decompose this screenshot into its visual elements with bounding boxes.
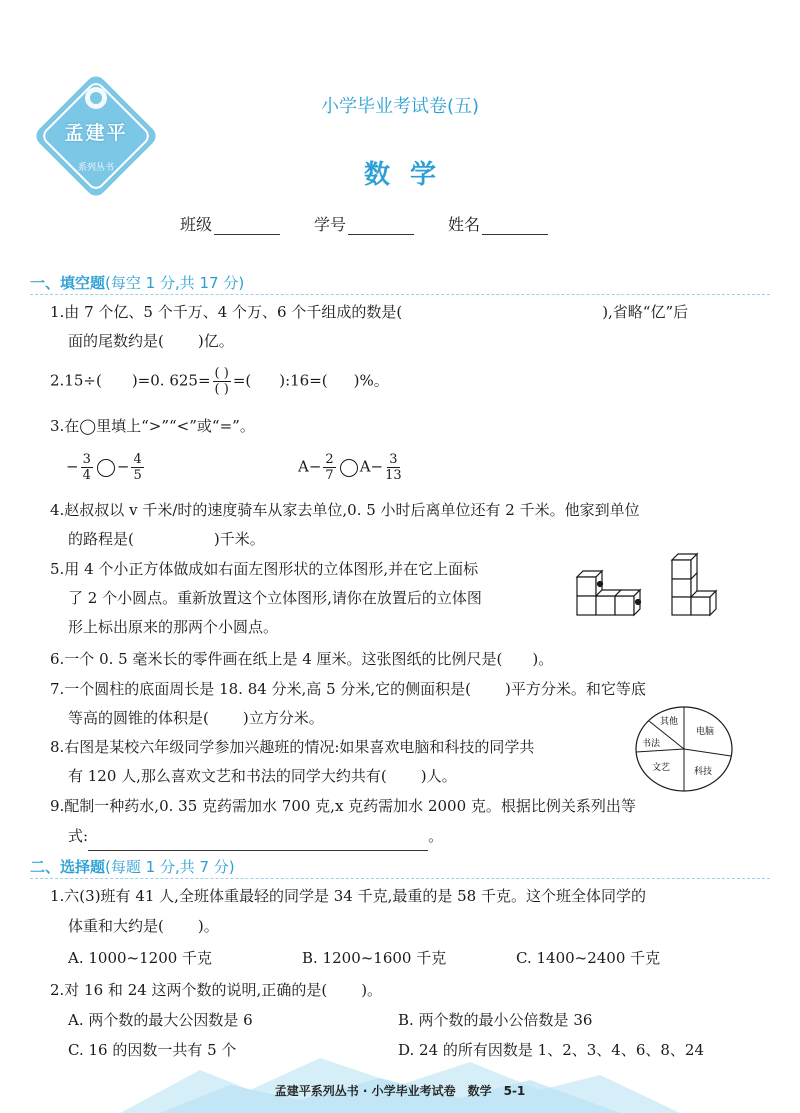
class-blank[interactable] <box>214 219 280 235</box>
pie-label-computer: 电脑 <box>696 727 715 737</box>
option-2-1-a[interactable]: A. 1000~1200 千克 <box>68 949 213 967</box>
pie-label-calligraphy: 书法 <box>642 739 661 749</box>
question-1-5: 5.用 4 个小正方体做成如右面左图形状的立体图形,并在它上面标 <box>50 560 479 578</box>
question-1-7: 7.一个圆柱的底面周长是 18. 84 分米,高 5 分米,它的侧面积是( )平方分米。和它等底 <box>50 680 646 698</box>
question-1-5-line3: 形上标出原来的那两个小圆点。 <box>68 618 279 636</box>
pie-label-tech: 科技 <box>694 767 713 777</box>
logo-subtitle: 系列丛书 <box>77 163 114 173</box>
question-1-4-cont: 的路程是( )千米。 <box>68 530 265 548</box>
id-field[interactable]: 学号 <box>314 212 414 235</box>
question-1-7-cont: 等高的圆锥的体积是( )立方分米。 <box>68 709 324 727</box>
option-2-2-a[interactable]: A. 两个数的最大公因数是 6 <box>68 1011 253 1029</box>
question-1-3: 3.在◯里填上“>”“<”或“=”。 <box>50 417 255 435</box>
option-2-1-b[interactable]: B. 1200~1600 千克 <box>302 949 447 967</box>
question-1-8-cont: 有 120 人,那么喜欢文艺和书法的同学大约共有( )人。 <box>68 767 457 785</box>
q9-answer-blank[interactable] <box>88 833 428 851</box>
cube-figure-left-icon <box>577 571 641 615</box>
logo-name: 孟建平 <box>64 122 128 144</box>
interest-pie-chart <box>632 704 736 794</box>
id-blank[interactable] <box>348 219 414 235</box>
question-1-9: 9.配制一种药水,0. 35 克药需加水 700 克,x 克药需加水 2000 克。根据比例关系列出等 <box>50 797 636 815</box>
page-footer: 孟建平系列丛书 · 小学毕业考试卷 数学 5-1 <box>274 1084 526 1098</box>
section2-divider <box>30 878 770 879</box>
exam-title: 小学毕业考试卷(五) <box>320 96 480 117</box>
question-2-1-cont: 体重和大约是( )。 <box>68 917 219 935</box>
question-1-2: 2.15÷( )=0. 625= $\frac{( )}{( )}$ =( ):16=( )%。 <box>50 366 389 397</box>
question-1-3-right: A− $\frac{2}{7}$ A− $\frac{3}{13}$ <box>298 452 402 483</box>
name-blank[interactable] <box>482 219 548 235</box>
option-2-2-d[interactable]: D. 24 的所有因数是 1、2、3、4、6、8、24 <box>398 1041 704 1059</box>
section1-divider <box>30 294 770 295</box>
cube-figures <box>572 552 732 632</box>
compare-circle-1[interactable] <box>97 459 115 477</box>
option-2-2-c[interactable]: C. 16 的因数一共有 5 个 <box>68 1041 237 1059</box>
question-1-1-cont: 面的尾数约是( )亿。 <box>68 332 234 350</box>
class-field[interactable]: 班级 <box>180 212 280 235</box>
question-1-3-left: − $\frac{3}{4}$ − $\frac{4}{5}$ <box>66 452 142 483</box>
compare-circle-2[interactable] <box>340 459 358 477</box>
question-2-1: 1.六(3)班有 41 人,全班体重最轻的同学是 34 千克,最重的是 58 千克。这个班全体同学的 <box>50 887 646 905</box>
pie-label-arts: 文艺 <box>652 763 671 773</box>
cube-figure-right-icon <box>672 554 716 615</box>
question-1-4: 4.赵叔叔以 v 千米/时的速度骑车从家去单位,0. 5 小时后离单位还有 2 千米。他家到单位 <box>50 501 640 519</box>
section2-heading: 二、选择题(每题 1 分,共 7 分) <box>30 858 235 876</box>
student-info-row <box>180 212 600 235</box>
option-2-1-c[interactable]: C. 1400~2400 千克 <box>516 949 661 967</box>
question-2-2: 2.对 16 和 24 这两个数的说明,正确的是( )。 <box>50 981 383 999</box>
section1-heading: 一、填空题(每空 1 分,共 17 分) <box>30 274 245 292</box>
subject-title: 数学 <box>363 160 456 190</box>
pie-label-other: 其他 <box>660 717 679 727</box>
q2-fraction: $\frac{( )}{( )}$ <box>214 366 229 397</box>
option-2-2-b[interactable]: B. 两个数的最小公倍数是 36 <box>398 1011 593 1029</box>
question-1-8: 8.右图是某校六年级同学参加兴趣班的情况:如果喜欢电脑和科技的同学共 <box>50 738 535 756</box>
name-field[interactable]: 姓名 <box>448 212 548 235</box>
question-1-5-line2: 了 2 个小圆点。重新放置这个立体图形,请你在放置后的立体图 <box>68 589 482 607</box>
question-1-9-cont: 式: 。 <box>68 822 443 851</box>
footer-mountains-icon <box>0 1040 800 1113</box>
question-1-1: 1.由 7 个亿、5 个千万、4 个万、6 个千组成的数是( ),省略“亿”后 <box>50 303 689 321</box>
question-1-6: 6.一个 0. 5 毫米长的零件画在纸上是 4 厘米。这张图纸的比例尺是( )。 <box>50 650 554 668</box>
